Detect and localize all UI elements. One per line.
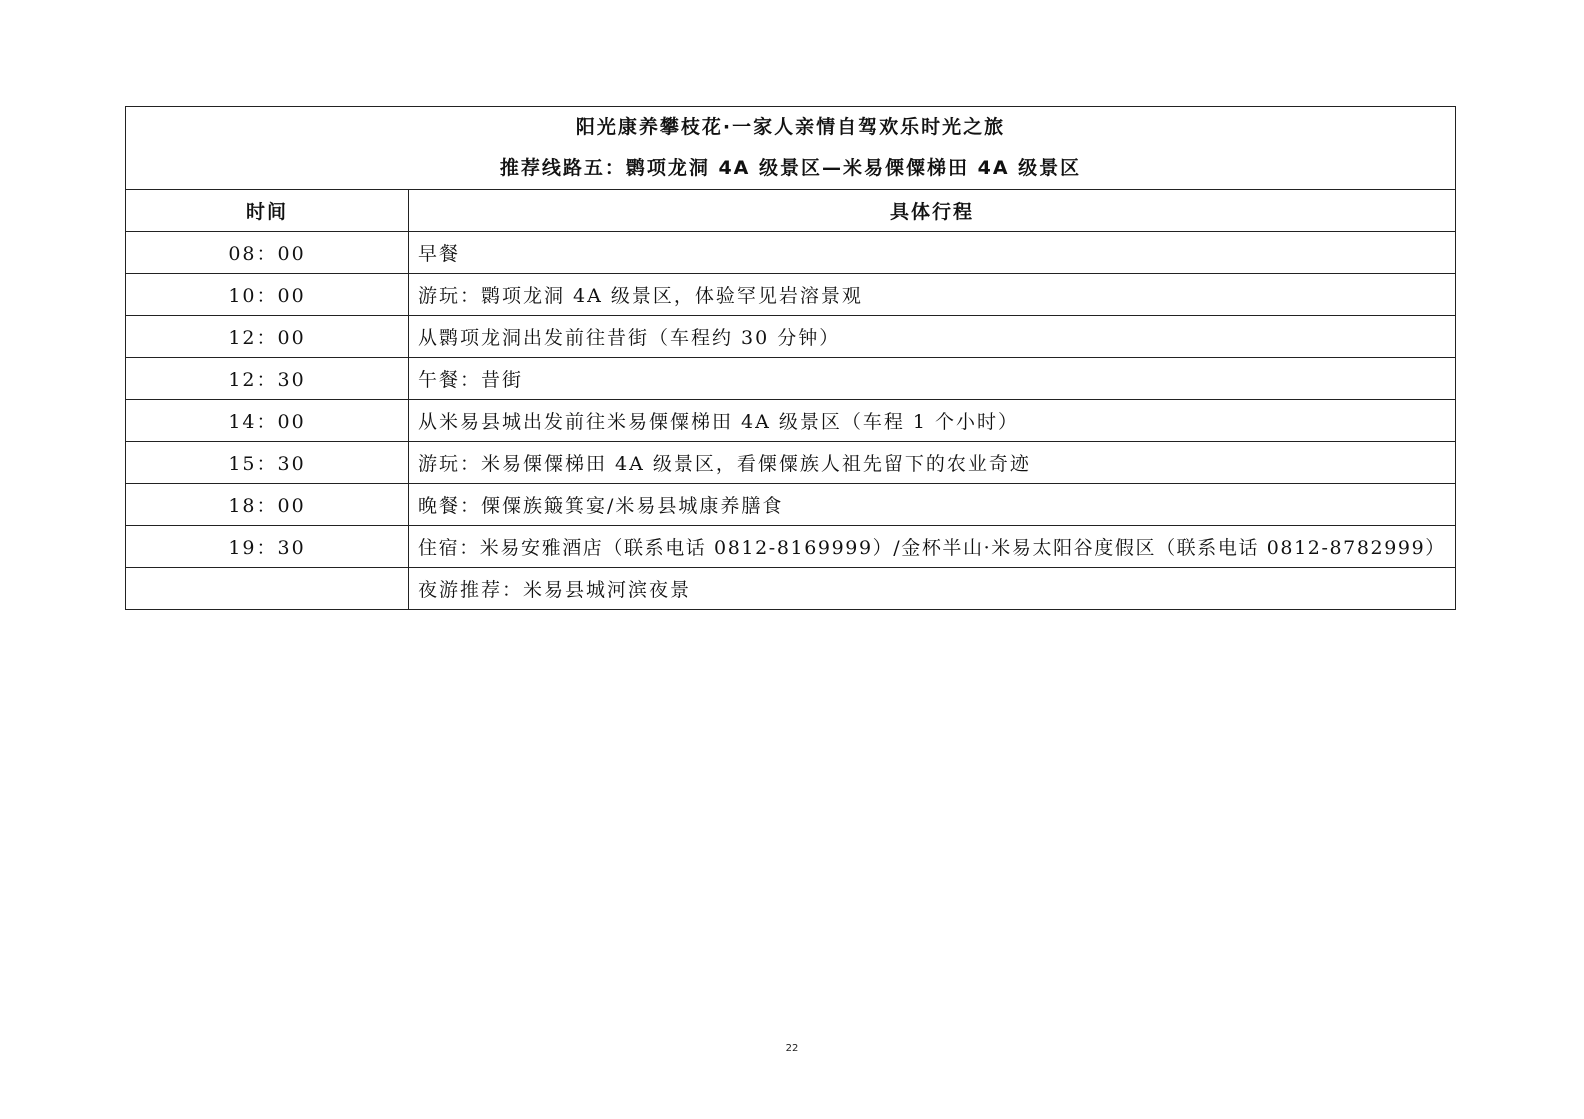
title-row	[126, 107, 1456, 190]
title-cell	[126, 107, 1456, 190]
row-detail: 游玩：米易傈僳梯田 4A 级景区，看傈僳族人祖先留下的农业奇迹	[409, 442, 1456, 484]
table-subtitle: 推荐线路五：鹮项龙洞 4A 级景区—米易傈僳梯田 4A 级景区	[499, 157, 1082, 179]
header-row	[126, 190, 1456, 232]
row-detail: 夜游推荐：米易县城河滨夜景	[409, 568, 1456, 610]
table-row	[126, 400, 1456, 442]
table-title: 阳光康养攀枝花·一家人亲情自驾欢乐时光之旅	[575, 116, 1006, 138]
row-time: 12：00	[126, 316, 409, 358]
itinerary-table	[125, 106, 1456, 610]
row-time: 15：30	[126, 442, 409, 484]
table-row	[126, 316, 1456, 358]
row-detail: 从米易县城出发前往米易傈僳梯田 4A 级景区（车程 1 个小时）	[409, 400, 1456, 442]
row-time: 14：00	[126, 400, 409, 442]
row-detail: 晚餐：傈僳族簸箕宴/米易县城康养膳食	[409, 484, 1456, 526]
row-detail: 早餐	[409, 232, 1456, 274]
page-number: 22	[785, 1043, 799, 1054]
row-time: 08：00	[126, 232, 409, 274]
row-detail: 午餐：昔街	[409, 358, 1456, 400]
table-row	[126, 568, 1456, 610]
table-row	[126, 232, 1456, 274]
row-time	[126, 568, 409, 610]
table-row	[126, 274, 1456, 316]
row-time: 19：30	[126, 526, 409, 568]
table-row	[126, 358, 1456, 400]
table-row	[126, 442, 1456, 484]
row-time: 10：00	[126, 274, 409, 316]
header-time: 时间	[126, 190, 409, 232]
table-row	[126, 484, 1456, 526]
header-detail: 具体行程	[409, 190, 1456, 232]
row-time: 12：30	[126, 358, 409, 400]
row-time: 18：00	[126, 484, 409, 526]
row-detail: 游玩：鹮项龙洞 4A 级景区，体验罕见岩溶景观	[409, 274, 1456, 316]
row-detail: 从鹮项龙洞出发前往昔街（车程约 30 分钟）	[409, 316, 1456, 358]
table-row	[126, 526, 1456, 568]
row-detail: 住宿：米易安雅酒店（联系电话 0812-8169999）/金杯半山·米易太阳谷度假区（联系电话 0812-8782999）	[409, 526, 1456, 568]
